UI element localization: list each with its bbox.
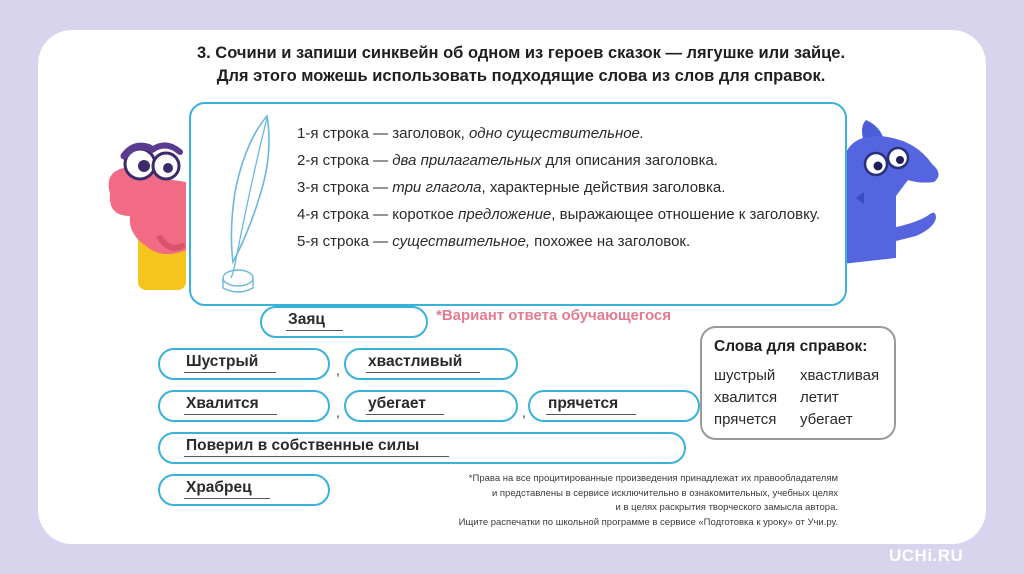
answer-text: прячется — [546, 395, 636, 415]
rule-emphasis: три глагола — [392, 179, 482, 196]
rule-emphasis: одно существительное. — [468, 125, 645, 142]
rule-emphasis: существительное, — [392, 233, 530, 250]
pink-creature-mascot-icon — [100, 142, 192, 292]
rule-text: похожее на заголовок. — [530, 233, 691, 250]
comma: , — [336, 362, 340, 378]
feather-quill-icon — [205, 112, 285, 294]
rule-text: 2-я строка — — [297, 152, 393, 169]
copyright-line: Ищите распечатки по школьной программе в сервисе «Подготовка к уроку» от Учи.ру. — [458, 516, 838, 528]
word-bank-item: хвастливая — [800, 367, 880, 384]
rule-text: для описания заголовка. — [541, 152, 718, 169]
worksheet-card — [38, 30, 986, 544]
rule-line-2 — [297, 151, 837, 171]
rule-text: , выражающее отношение к заголовку. — [551, 206, 820, 223]
rules-list — [297, 124, 837, 259]
answer-field-verb-1[interactable] — [158, 390, 330, 422]
answer-text: Хвалится — [184, 395, 277, 415]
word-bank-heading: Слова для справок: — [714, 338, 868, 355]
rule-emphasis: два прилагательных — [392, 152, 542, 169]
word-bank-item: шустрый — [714, 367, 776, 384]
answer-field-adjective-2[interactable] — [344, 348, 518, 380]
answer-field-title[interactable] — [260, 306, 428, 338]
comma: , — [336, 404, 340, 420]
rule-line-5 — [297, 232, 837, 252]
answer-field-adjective-1[interactable] — [158, 348, 330, 380]
task-heading — [136, 42, 906, 88]
rule-line-4 — [297, 205, 837, 225]
copyright-line: и представлены в сервисе исключительно в ознакомительных, учебных целях — [491, 487, 838, 499]
comma: , — [522, 404, 526, 420]
task-line-2: Для этого можешь использовать подходящие слова из слов для справок. — [216, 67, 826, 85]
rule-text: , характерные действия заголовка. — [481, 179, 726, 196]
rule-emphasis: предложение — [458, 206, 552, 223]
blue-creature-mascot-icon — [836, 118, 946, 268]
copyright-notice — [368, 472, 838, 530]
answer-text: Заяц — [286, 311, 343, 331]
answer-text: Храбрец — [184, 479, 270, 499]
copyright-line: и в целях раскрытия творческого замысла автора. — [615, 502, 838, 513]
rule-text: 1-я строка — заголовок, — [297, 125, 469, 142]
answer-field-verb-3[interactable] — [528, 390, 700, 422]
rule-text: 3-я строка — — [297, 179, 393, 196]
answer-text: Шустрый — [184, 353, 276, 373]
word-bank-item: хвалится — [714, 389, 778, 406]
rule-line-1 — [297, 124, 837, 144]
word-bank-item: убегает — [800, 411, 853, 428]
student-answer-note: *Вариант ответа обучающегося — [436, 307, 672, 324]
cinquain-rules-box — [189, 102, 847, 306]
rule-text: 4-я строка — короткое — [297, 206, 459, 223]
answer-text: убегает — [366, 395, 444, 415]
answer-text: Поверил в собственные силы — [184, 437, 449, 457]
rule-line-3 — [297, 178, 837, 198]
rule-text: 5-я строка — — [297, 233, 393, 250]
word-bank-list — [714, 366, 904, 429]
answer-text: хвастливый — [366, 353, 480, 373]
word-bank-item: летит — [800, 389, 839, 406]
answer-field-sentence[interactable] — [158, 432, 686, 464]
answer-field-final-noun[interactable] — [158, 474, 330, 506]
word-bank-item: прячется — [714, 411, 777, 428]
uchi-ru-logo: UCHi.RU — [889, 546, 964, 565]
word-bank-box — [700, 326, 896, 440]
task-line-1: 3. Сочини и запиши синквейн об одном из героев сказок — лягушке или зайце. — [196, 44, 846, 62]
copyright-line: *Права на все процитированные произведения принадлежат их правообладателям — [468, 473, 838, 484]
answer-field-verb-2[interactable] — [344, 390, 518, 422]
